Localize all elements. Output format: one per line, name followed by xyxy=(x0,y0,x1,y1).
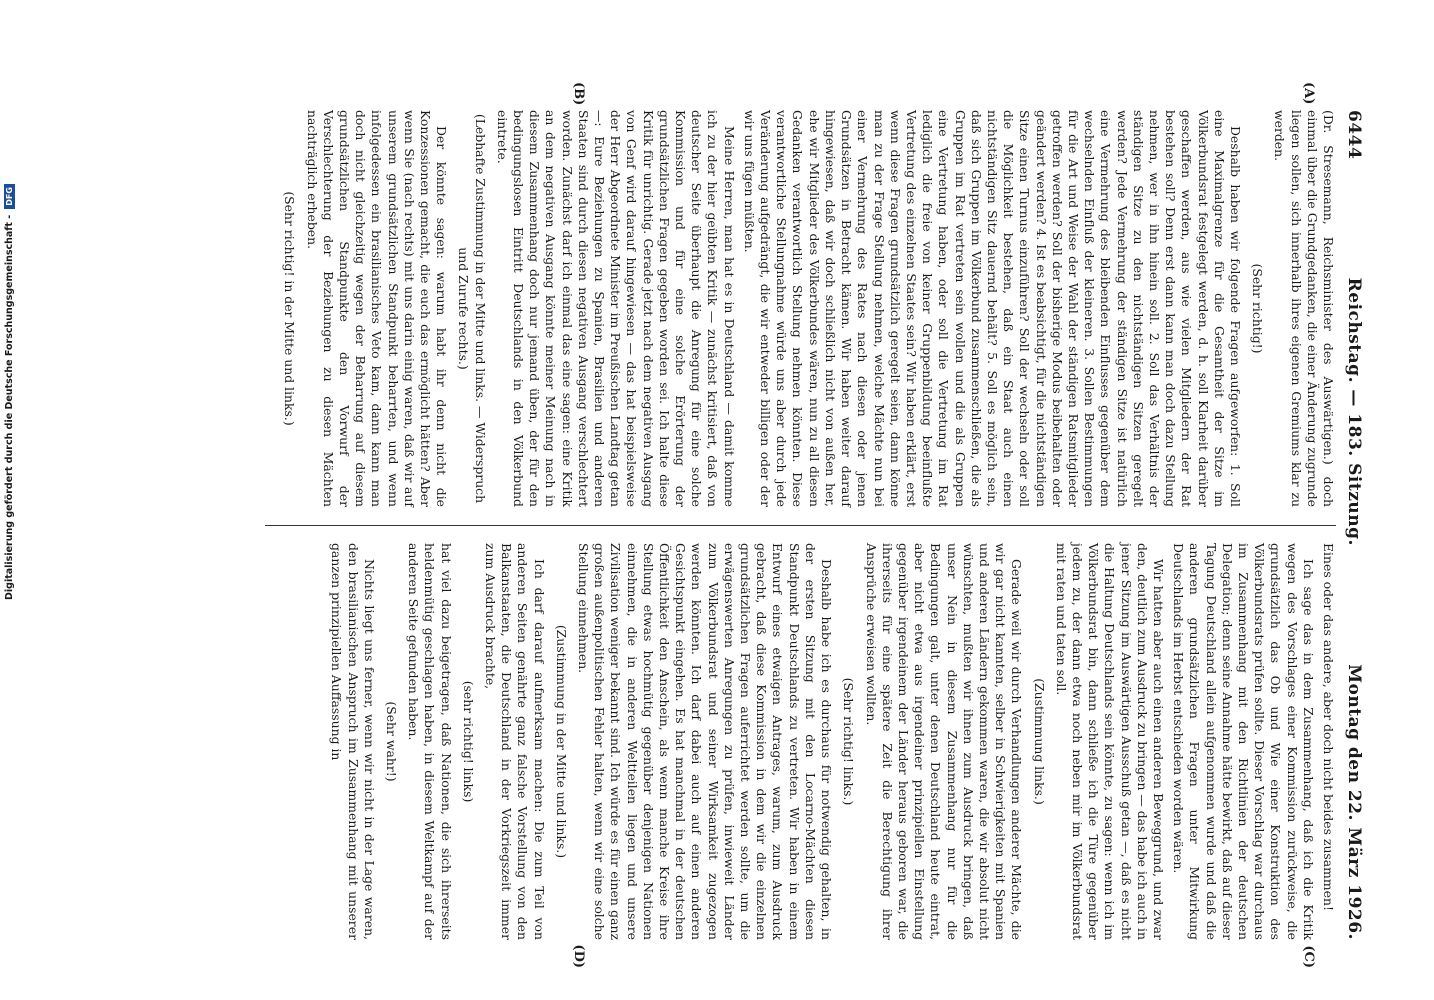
paragraph: hat viel dazu beigetragen, daß Nationen, die sich ihrerseits heldenmütig geschlagen haben, in diesem Weltkampf auf der anderen Seite gefunden haben. xyxy=(406,543,454,940)
interjection: (Zustimmung links.) xyxy=(1031,678,1047,805)
page-number: 6444 xyxy=(1344,110,1364,160)
paragraph: Ich sage das in dem Zusammenhang, daß ich die Kritik wegen des Vorschlages einer Kommission zurückweise, die grundsätzlich das Ob und Wie einer Konstruktion des Völkerbundsrats prüfen sollte. Dieser Vorschlag war durchaus im Zusammenhang mit den Richtlinien der deutschen Delegation; denn seine Annahme hätte bewirkt, daß auf dieser Tagung Deutschland allein aufgenommen wurde und daß die anderen grundsätzlichen Fragen unter Mitwirkung Deutschlands im Herbst entschieden worden wären. xyxy=(1171,543,1316,940)
interjection: (Sehr richtig! links.) xyxy=(841,677,857,806)
dfg-logo: DFG xyxy=(4,184,15,209)
right-column xyxy=(275,543,1336,968)
paragraph: Wir hatten aber auch einen anderen Beweggrund, und zwar den, deutlich zum Ausdruck zu bringen — das habe ich auch in jener Sitzung im Auswärtigen Ausschuß getan —, daß es nicht die Haltung Deutschlands sein könnte, zu sagen: wenn ich im Völkerbundsrat bin, dann schließe ich die Türe gegenüber jedem zu, der dann etwa noch neben mir im Völkerbundsrat mit raten und taten soll. xyxy=(1053,543,1166,940)
paragraph: Der könnte sagen: warum habt ihr denn nicht die Konzessionen gemacht, die euch das ermöglicht hätten? Aber wenn Sie (nach rechts) mit uns darin einig waren, daß wir auf unserem grundsätzlichen Standpunkt beharrten, und wenn infolgedessen ein brasilianisches Veto kam, dann kann man doch nicht gleichzeitig wegen der Beharrung auf diesem grundsätzlichen Standpunkte den Vorwurf der Verschlechterung der Beziehungen zu diesen Mächten nachträglich erheben. xyxy=(304,110,450,507)
session-date: Montag den 22. März 1926. xyxy=(1344,664,1364,940)
interjection: (Sehr richtig!) xyxy=(1250,263,1266,354)
paragraph: Eines oder das andere, aber doch nicht beides zusammen! xyxy=(1321,543,1336,911)
credit-text: Digitalisierung gefördert durch die Deutsche Forschungsgemeinschaft - xyxy=(4,214,15,600)
margin-mark-d: (D) xyxy=(571,944,586,968)
paragraph: Deshalb haben wir folgende Fragen aufgeworfen: 1. Soll eine Maximalgrenze für die Gesamtheit der Sitze im Völkerbundsrat festgelegt werden, d. h. soll Klarheit darüber geschaffen werden, aus wie vielen Mitgliedern der Rat bestehen soll? Denn erst dann kann man doch dazu Stellung nehmen, wer in ihn hinein soll. 2. Soll das Verhältnis der ständigen Sitze zu den nichtständigen Sitzen geregelt werden? Jede Vermehrung der ständigen Sitze ist natürlich eine Vermehrung des bleibenden Einflusses gegenüber dem wechselnden Einfluß der kleineren. 3. Sollen Bestimmungen für die Art und Weise der Wahl der ständigen Ratsmitglieder getroffen werden? Soll der bisherige Modus beibehalten oder geändert werden? 4. Ist es beabsichtigt, für die nichtständigen Sitze einen Turnus einzuführen? Soll der wechseln oder soll die Möglichkeit bestehen, daß ein Staat auch einen nichtständigen Sitz dauernd behält? 5. Soll es möglich sein, daß sich Gruppen im Völkerbund zusammenschließen, die als Gruppen im Rat vertreten sein wollen und die als Gruppen eine Vertretung haben, oder soll die Vertretung im Rat lediglich die freie von keiner Gruppenbildung beeinflußte Vertretung des einzelnen Staates sein? Wir haben erklärt, erst wenn diese Fragen grundsätzlich geregelt seien, dann könne man zu der Frage Stellung nehmen, welche Mächte nun bei einer Vermehrung des Rates nach diesen oder jenen Grundsätzen in Betracht kämen. Wir haben weiter darauf hingewiesen, daß wir doch schließlich nicht von außen her, ehe wir Mitglieder des Völkerbundes wären, nun zu all diesen Gedanken verantwortlich Stellung nehmen könnten. Diese verantwortliche Stellungnahme würde uns aber durch jede Veränderung aufgedrängt, die wir entweder billigen oder der wir uns fügen müßten. xyxy=(741,110,1243,507)
interjection: (Zustimmung in der Mitte und links.) xyxy=(553,624,569,859)
interjection: (Sehr wahr!) xyxy=(384,701,400,782)
paragraph: Nichts liegt uns ferner, wenn wir nicht in der Lage waren, den brasilianischen Anspruch im Zusammenhang mit unserer ganzen prinzipiellen Auffassung in xyxy=(329,543,377,940)
interjection: (Sehr richtig! in der Mitte und links.) xyxy=(282,191,298,426)
paragraph: Gerade weil wir durch Verhandlungen anderer Mächte, die wir gar nicht kannten, selber in Schwierigkeiten mit Spanien und anderen Ländern gekommen waren, die wir absolut nicht wünschten, mußten wir ihnen zum Ausdruck bringen, daß unser Nein in diesem Zusammenhang nur für die Bedingungen galt, unter denen Deutschland heute eintrat, aber nicht etwa aus irgendeiner prinzipiellen Einstellung gegenüber irgendeinem der Länder heraus geboren war, die ihrerseits für eine spätere Zeit die Berechtigung ihrer Ansprüche erweisen wollten. xyxy=(863,543,1025,940)
paragraph: Meine Herren, man hat es in Deutschland — damit komme ich zu der hier geübten Kritik — zunächst kritisiert, daß von deutscher Seite überhaupt die Anregung für eine solche Kommission und für eine solche Erörterung der grundsätzlichen Fragen gegeben worden sei. Ich halte diese Kritik für unrichtig. Gerade jetzt nach dem negativen Ausgang von Genf wird darauf hingewiesen — das hat beispielsweise der Herr Abgeordnete Minister im Preußischen Landtag getan —: Eure Beziehungen zu Spanien, Brasilien und anderen Staaten sind durch diesen negativen Ausgang verschlechtert worden. Zunächst darf ich einmal das eine sagen: eine Kritik an dem negativen Ausgang könnte meiner Meinung nach in diesem Zusammenhang doch nur jemand üben, der für den bedingungslosen Eintritt Deutschlands in den Völkerbund eintrete. xyxy=(494,110,737,507)
digitization-credit xyxy=(4,184,15,600)
column-divider xyxy=(265,525,1336,526)
paragraph: Ich darf darauf aufmerksam machen: Die zum Teil von anderen Seiten genährte ganz falsche Vorstellung von den Balkanstaaten, die Deutschland in der Vorkriegszeit immer zum Ausdruck brachte, xyxy=(483,543,547,940)
session-title: Reichstag. — 183. Sitzung. xyxy=(1344,277,1364,546)
left-column xyxy=(275,82,1336,507)
margin-mark-b: (B) xyxy=(571,82,586,106)
paragraph: Deshalb habe ich es durchaus für notwendig gehalten, in der ersten Sitzung mit den Locarno-Mächten diesen Standpunkt Deutschlands zu vertreten. Wir haben in einem Entwurf eines etwaigen Antrages, warum, zum Ausdruck gebracht, daß diese Kommission in dem wir die einzelnen grundsätzlichen Fragen auferrichtet werden sollte, um die erwägenswerten Anregungen zu prüfen, inwieweit Länder zum Völkerbundsrat und seiner Wirksamkeit zugezogen werden könnten. Ich darf dabei auch auf einen anderen Gesichtspunkt eingehen. Es hat manchmal in der deutschen Öffentlichkeit den Anschein, als wenn manche Kreise ihre Stellung etwas hochmütig gegenüber denjenigen Nationen einnehmen, die in anderen Weltteilen liegen und unsere Zivilisation weniger bekannt sind. Ich würde es für einen ganz großen außenpolitischen Fehler halten, wenn wir eine solche Stellung einnehmen. xyxy=(576,543,835,940)
paragraph: (Dr. Stresemann, Reichsminister des Auswärtigen.) doch einmal über die Grundgedanken, die einer Änderung zugrunde liegen sollen, sich innerhalb ihres eigenen Gremiums klar zu werden. xyxy=(1272,110,1336,507)
margin-mark-c: (C) xyxy=(1301,945,1316,968)
interjection: (sehr richtig! links) xyxy=(460,680,476,803)
text-columns xyxy=(275,82,1336,968)
margin-mark-a: (A) xyxy=(1301,82,1316,105)
page-header xyxy=(1344,110,1364,940)
interjection: (Lebhafte Zustimmung in der Mitte und links. — Widerspruch und Zurufe rechts.) xyxy=(456,113,488,504)
